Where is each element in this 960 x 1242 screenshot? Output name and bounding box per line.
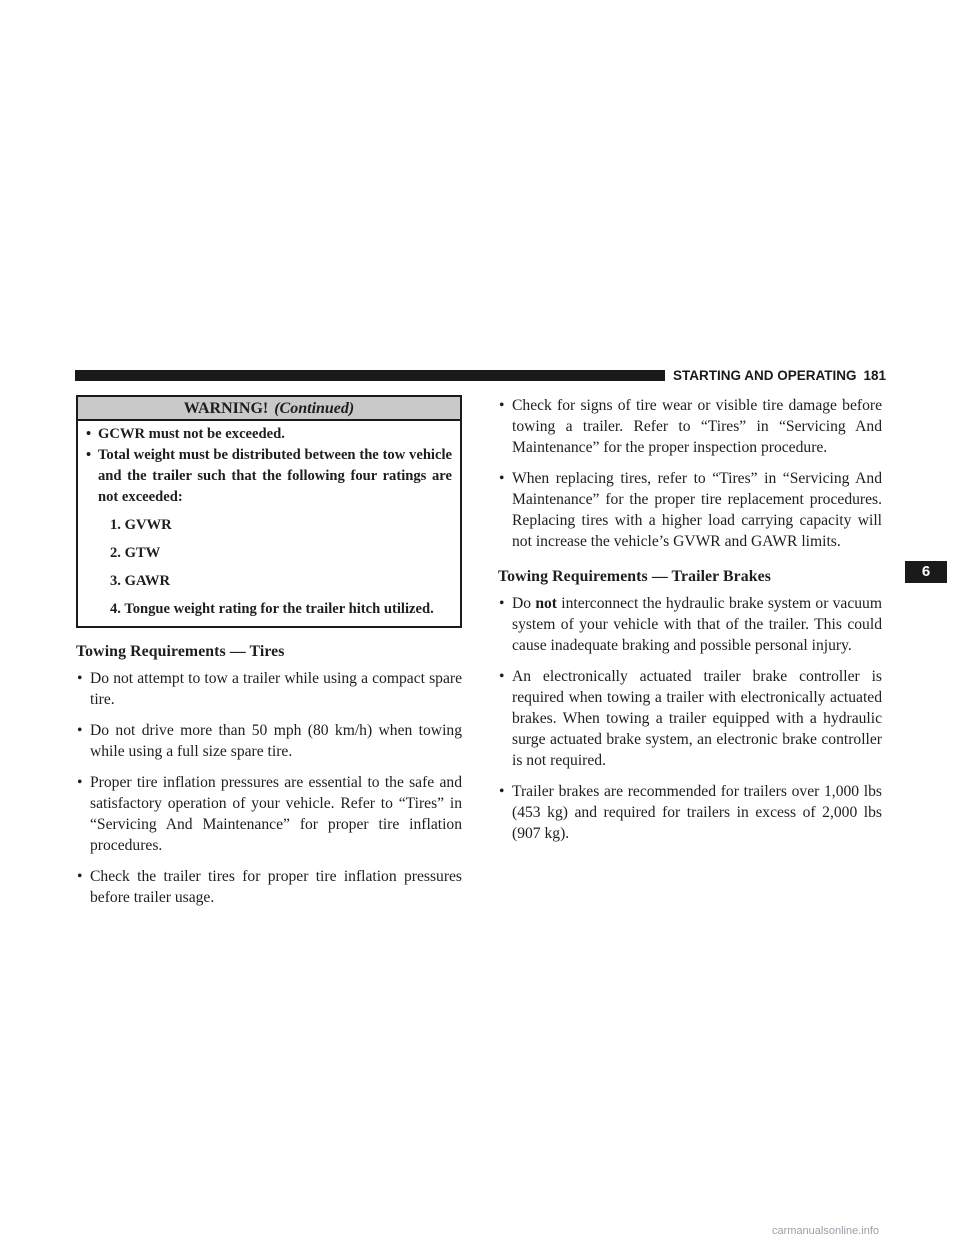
left-column bbox=[76, 395, 462, 908]
list-item: • When replacing tires, refer to “Tires” in “Servicing And Maintenance” for the proper tire replacement procedures. Replacing tires with a higher load carrying capacity will not increase the vehicle’s GVWR and GAWR limits. bbox=[498, 468, 882, 552]
rating-item: 3. GAWR bbox=[110, 573, 170, 589]
rating-item: 2. GTW bbox=[110, 545, 161, 561]
list-item: • Check for signs of tire wear or visible tire damage before towing a trailer. Refer to “Tires” in “Servicing And Maintenance” for the proper inspection procedure. bbox=[498, 395, 882, 458]
brakes-bullet-prefix: Do bbox=[512, 595, 532, 612]
chapter-tab: 6 bbox=[905, 561, 947, 583]
warning-title: WARNING! bbox=[183, 400, 269, 417]
rating-item: 4. Tongue weight rating for the trailer hitch utilized. bbox=[110, 601, 434, 617]
list-item: • An electronically actuated trailer brake controller is required when towing a trailer with electronically actuated brakes. When towing a trailer equipped with a hydraulic surge actuated brake system, an electronic brake controller is not required. bbox=[498, 666, 882, 771]
list-item: • Do not drive more than 50 mph (80 km/h) when towing while using a full size spare tire. bbox=[76, 720, 462, 762]
warning-header bbox=[78, 397, 460, 421]
page-number: 181 bbox=[863, 368, 887, 383]
tires-heading: Towing Requirements — Tires bbox=[76, 643, 285, 660]
rating-item: 1. GVWR bbox=[110, 517, 172, 533]
warning-box bbox=[76, 395, 462, 628]
header-rule bbox=[75, 370, 665, 381]
running-header bbox=[673, 367, 888, 385]
brakes-bullet-emphasis: not bbox=[535, 595, 557, 612]
warning-bullet: • Total weight must be distributed between the tow vehicle and the trailer such that the following four ratings are not exceeded: bbox=[86, 445, 452, 508]
list-item: • Trailer brakes are recommended for trailers over 1,000 lbs (453 kg) and required for trailers in excess of 2,000 lbs (907 kg). bbox=[498, 781, 882, 844]
list-item: • Check the trailer tires for proper tire inflation pressures before trailer usage. bbox=[76, 866, 462, 908]
section-title: STARTING AND OPERATING bbox=[673, 368, 857, 383]
right-column bbox=[498, 395, 882, 844]
warning-bullet: • GCWR must not be exceeded. bbox=[86, 424, 452, 445]
brakes-bullet-rest: interconnect the hydraulic brake system or vacuum system of your vehicle with that of the trailer. This could cause inadequate braking and possible personal injury. bbox=[512, 595, 882, 654]
brakes-heading: Towing Requirements — Trailer Brakes bbox=[498, 568, 772, 585]
list-item: • Do not attempt to tow a trailer while using a compact spare tire. bbox=[76, 668, 462, 710]
warning-body bbox=[78, 421, 460, 626]
list-item: • Proper tire inflation pressures are essential to the safe and satisfactory operation of your vehicle. Refer to “Tires” in “Servicing And Maintenance” for proper tire inflation procedures. bbox=[76, 772, 462, 856]
list-item bbox=[498, 593, 882, 656]
watermark: carmanualsonline.info bbox=[772, 1225, 880, 1237]
warning-continued: (Continued) bbox=[274, 400, 355, 417]
